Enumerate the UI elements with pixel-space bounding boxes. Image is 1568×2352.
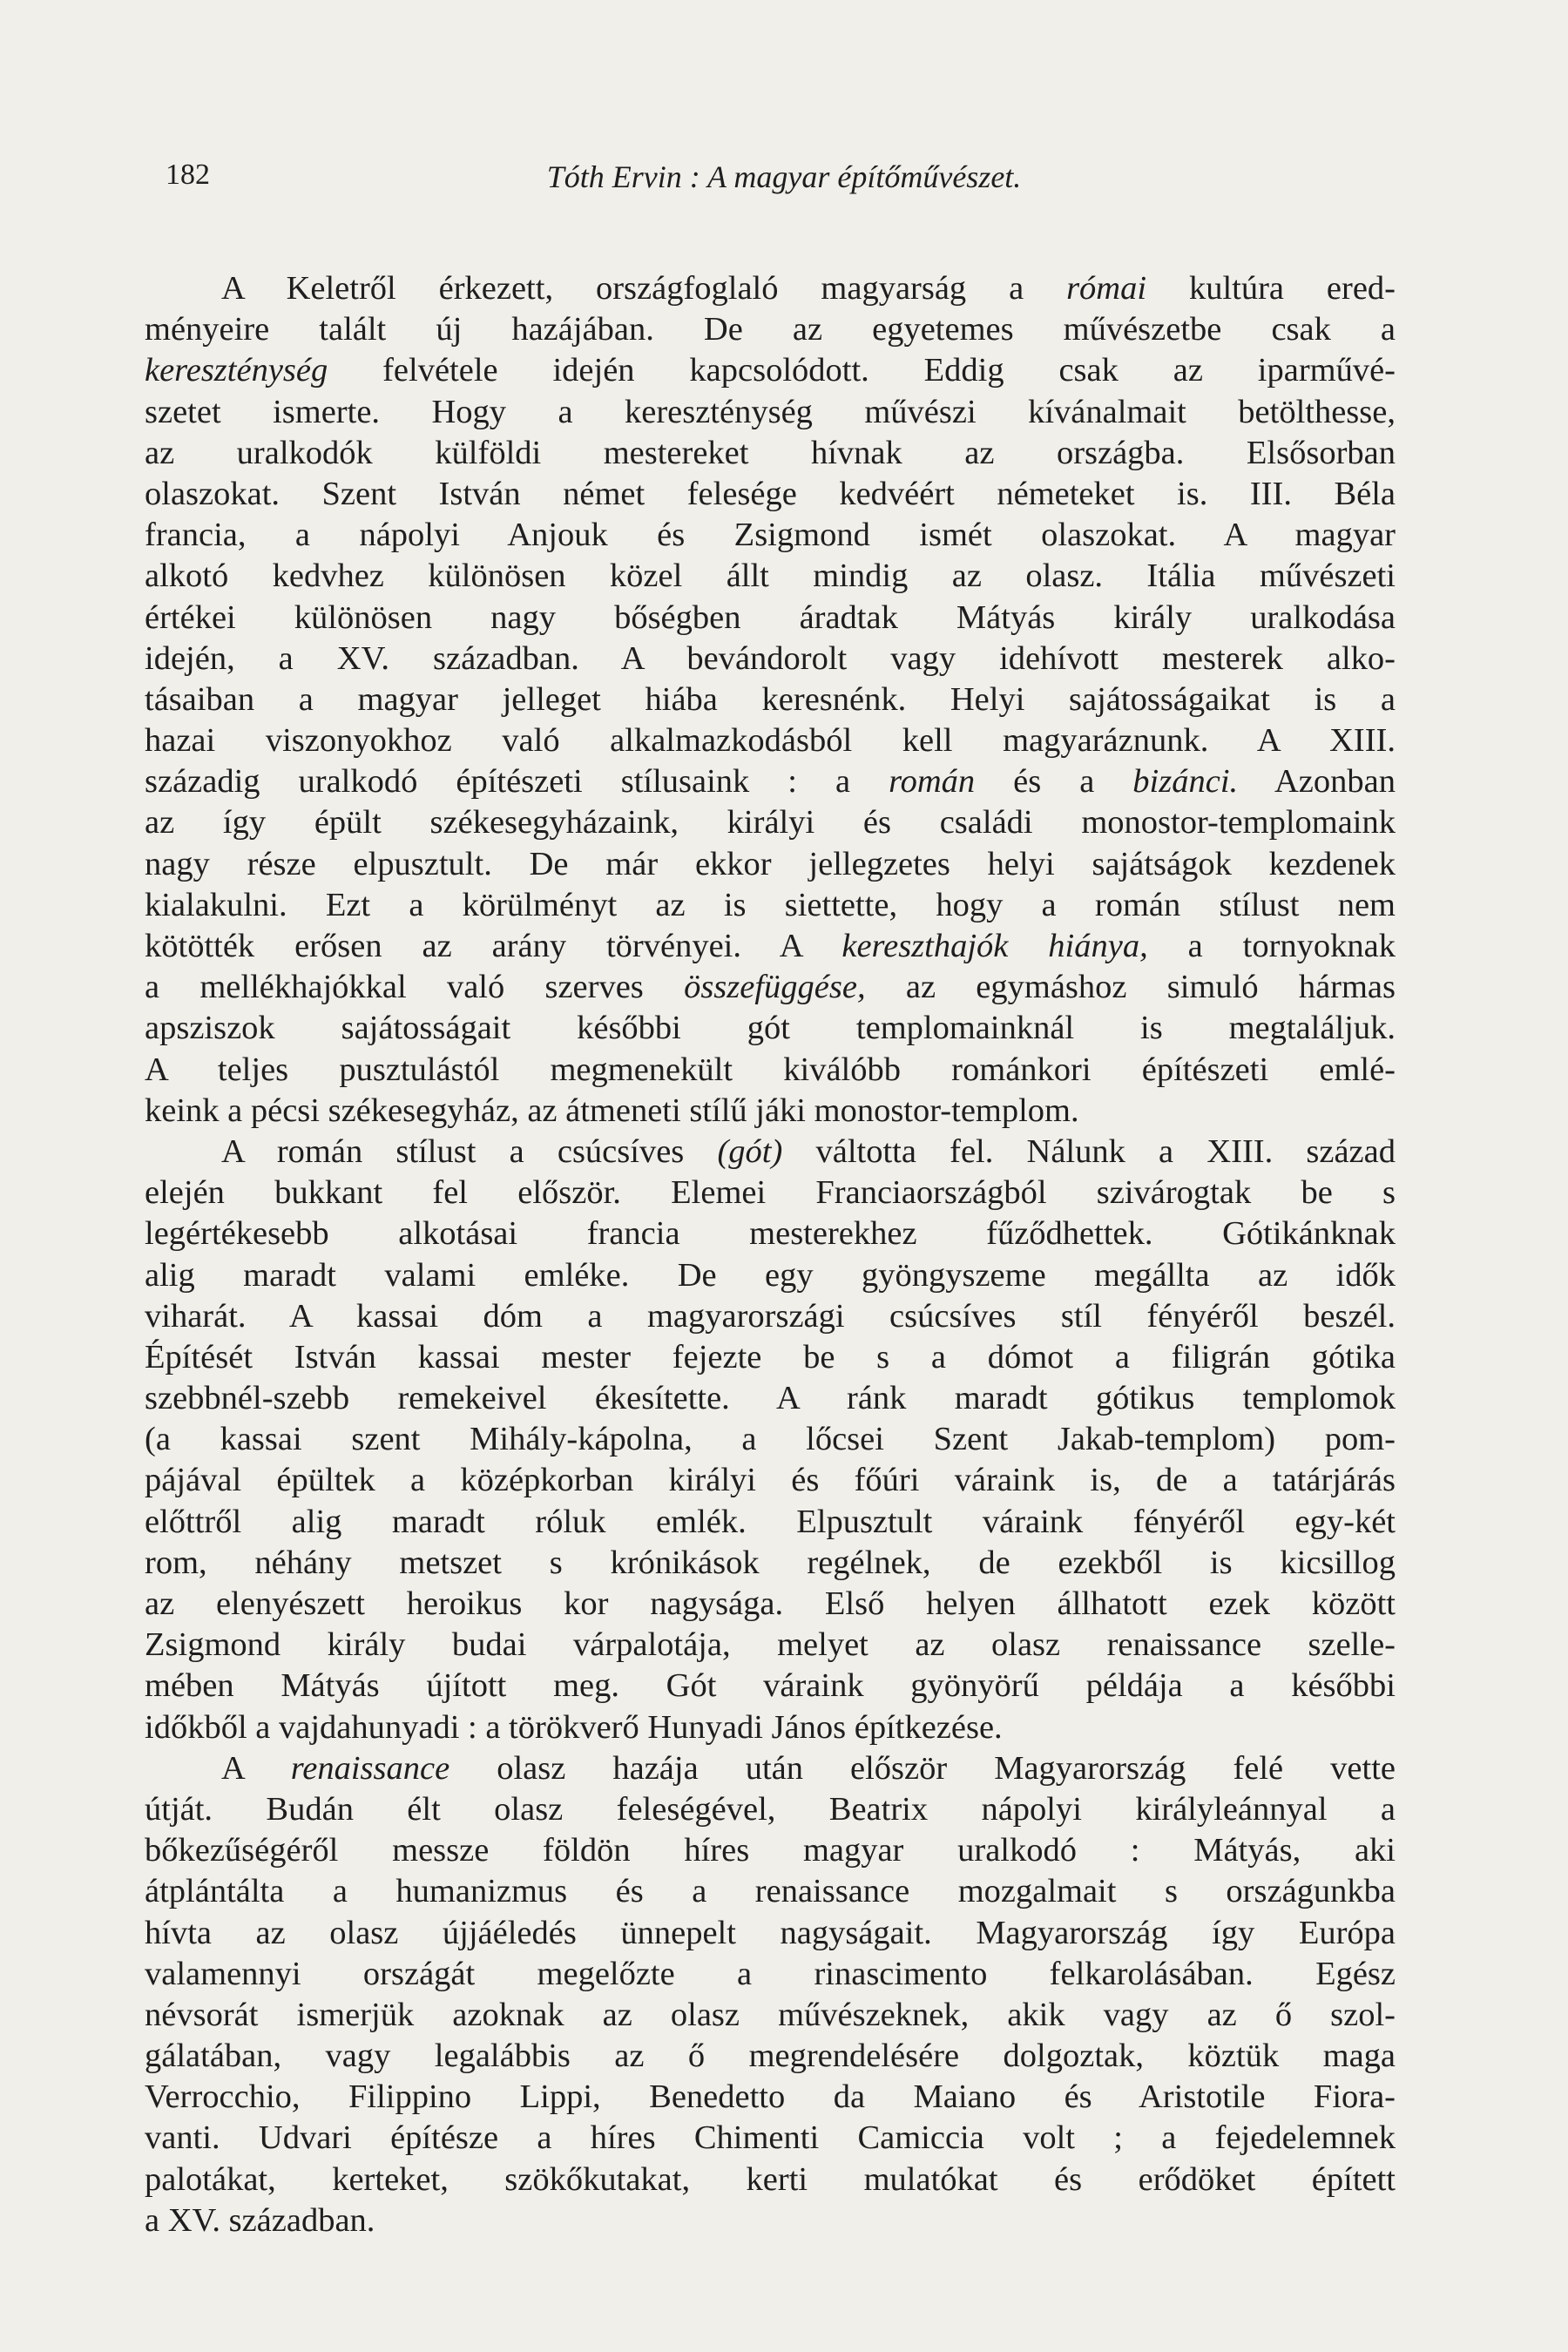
text-run: a tornyoknak — [1147, 928, 1396, 964]
text-run: az egymáshoz simuló hármas — [865, 969, 1396, 1006]
text-run: értékei különösen nagy bőségben áradtak Mátyás király uralkodása — [145, 598, 1396, 636]
text-run: az elenyészett heroikus kor nagysága. Első helyen állhatott ezek között — [145, 1585, 1396, 1622]
text-line — [145, 1091, 1396, 1132]
text-run: keink a pécsi székesegyház, az átmeneti stílű jáki monostor-templom. — [145, 1092, 1079, 1129]
text-line — [145, 761, 1396, 802]
text-line — [145, 309, 1396, 350]
text-run: tásaiban a magyar jelleget hiába keresnénk. Helyi sajátosságaikat is a — [145, 680, 1396, 718]
text-line — [145, 1213, 1396, 1254]
text-run: alig maradt valami emléke. De egy gyöngyszeme megállta az idők — [145, 1256, 1396, 1294]
text-line — [145, 1502, 1396, 1543]
text-run: vanti. Udvari építésze a híres Chimenti Camiccia volt ; a fejedelemnek — [145, 2119, 1396, 2157]
text-run: alkotó kedvhez különösen közel állt mindig az olasz. Itália művészeti — [145, 558, 1396, 595]
italic-term: (gót) — [717, 1132, 783, 1170]
text-run: időkből a vajdahunyadi : a törökverő Hunyadi János építkezése. — [145, 1708, 1003, 1746]
text-line — [145, 392, 1396, 433]
text-line — [145, 1337, 1396, 1378]
text-line — [145, 1625, 1396, 1666]
italic-term: bizánci. — [1132, 763, 1239, 801]
text-line — [145, 1173, 1396, 1213]
page-number: 182 — [166, 159, 210, 191]
text-line — [145, 1543, 1396, 1584]
text-run: olaszokat. Szent István német felesége kedvéért németeket is. III. Béla — [145, 475, 1396, 512]
text-line — [145, 433, 1396, 474]
text-line — [145, 474, 1396, 515]
text-run: felvétele idején kapcsolódott. Eddig csak az iparművé- — [328, 352, 1396, 389]
text-run: palotákat, kerteket, szökőkutakat, kerti mulatókat és erődöket épített — [145, 2160, 1396, 2198]
text-run: a XV. században. — [145, 2201, 375, 2239]
text-run: ményeire talált új hazájában. De az egyetemes művészetbe csak a — [145, 311, 1396, 348]
text-run: Verrocchio, Filippino Lippi, Benedetto da Maiano és Aristotile Fiora- — [145, 2078, 1396, 2116]
text-run: A teljes pusztulástól megmenekült kiválóbb románkori építészeti emlé- — [145, 1051, 1396, 1088]
text-line — [145, 1008, 1396, 1049]
text-line — [145, 598, 1396, 639]
text-line — [145, 515, 1396, 556]
text-run: előttről alig maradt róluk emlék. Elpusztult váraink fényéről egy-két — [145, 1503, 1396, 1540]
text-run: (a kassai szent Mihály-kápolna, a lőcsei Szent Jakab-templom) pom- — [145, 1421, 1396, 1458]
text-line — [145, 1050, 1396, 1091]
text-run: Építését István kassai mester fejezte be s a dómot a filigrán gótika — [145, 1338, 1396, 1375]
text-run: az így épült székesegyházaink, királyi és családi monostor-templomaink — [145, 804, 1396, 841]
text-run: átplántálta a humanizmus és a renaissance mozgalmait s országunkba — [145, 1873, 1396, 1910]
text-line — [145, 1995, 1396, 2036]
text-line — [145, 967, 1396, 1008]
text-line — [145, 268, 1396, 309]
text-run: szebbnél-szebb remekeivel ékesítette. A ránk maradt gótikus templomok — [145, 1380, 1396, 1417]
text-run: Azonban — [1238, 763, 1396, 801]
text-line — [145, 2077, 1396, 2118]
text-run: elején bukkant fel először. Elemei Franciaországból szivárogtak be s — [145, 1174, 1396, 1212]
body-text — [145, 268, 1396, 2241]
text-run: viharát. A kassai dóm a magyarországi csúcsíves stíl fényéről beszél. — [145, 1297, 1396, 1335]
text-line — [145, 1132, 1396, 1173]
text-line — [145, 1789, 1396, 1830]
text-line — [145, 2159, 1396, 2200]
text-run: valamennyi országát megelőzte a rinascimento felkarolásában. Egész — [145, 1955, 1396, 1992]
text-line — [145, 639, 1396, 679]
text-line — [145, 1378, 1396, 1419]
text-line — [145, 2036, 1396, 2077]
text-run: francia, a nápolyi Anjouk és Zsigmond ismét olaszokat. A magyar — [145, 517, 1396, 554]
text-line — [145, 844, 1396, 885]
text-run: az uralkodók külföldi mestereket hívnak az országba. Elsősorban — [145, 434, 1396, 471]
text-line — [145, 1748, 1396, 1789]
text-run: Zsigmond király budai várpalotája, melyet az olasz renaissance szelle- — [145, 1626, 1396, 1664]
text-run: nagy része elpusztult. De már ekkor jellegzetes helyi sajátságok kezdenek — [145, 845, 1396, 882]
text-run: gálatában, vagy legalábbis az ő megrendelésére dolgoztak, köztük maga — [145, 2038, 1396, 2075]
text-line — [145, 720, 1396, 761]
text-run: kultúra ered- — [1146, 270, 1396, 307]
text-line — [145, 1871, 1396, 1912]
text-line — [145, 1460, 1396, 1501]
text-run: pájával épültek a középkorban királyi és főúri váraink is, de a tatárjárás — [145, 1462, 1396, 1499]
text-run: névsorát ismerjük azoknak az olasz művészeknek, akik vagy az ő szol- — [145, 1996, 1396, 2033]
text-run: és a — [975, 763, 1133, 801]
italic-term: kereszthajók hiánya, — [841, 928, 1148, 964]
text-run: szetet ismerte. Hogy a kereszténység művészi kívánalmait betölthesse, — [145, 393, 1396, 430]
text-line — [145, 1666, 1396, 1707]
text-line — [145, 885, 1396, 926]
text-line — [145, 350, 1396, 391]
text-line — [145, 1707, 1396, 1748]
text-line — [145, 1419, 1396, 1460]
text-run: A — [221, 1749, 291, 1787]
text-run: rom, néhány metszet s krónikások regélnek, de ezekből is kicsillog — [145, 1544, 1396, 1581]
text-run: mében Mátyás újított meg. Gót váraink gyönyörű példája a későbbi — [145, 1667, 1396, 1705]
text-line — [145, 1954, 1396, 1995]
text-run: hívta az olasz újjáéledés ünnepelt nagyságait. Magyarország így Európa — [145, 1914, 1396, 1951]
text-line — [145, 2118, 1396, 2159]
text-line — [145, 1584, 1396, 1625]
text-line — [145, 556, 1396, 597]
text-run: századig uralkodó építészeti stílusaink : a — [145, 763, 889, 801]
italic-term: román — [889, 763, 976, 801]
text-run: váltotta fel. Nálunk a XIII. század — [782, 1132, 1396, 1170]
text-run: idején, a XV. században. A bevándorolt vagy idehívott mesterek alko- — [145, 639, 1396, 677]
running-head — [166, 150, 1402, 199]
text-run: útját. Budán élt olasz feleségével, Beatrix nápolyi királyleánnyal a — [145, 1790, 1396, 1828]
text-line — [145, 2200, 1396, 2241]
text-run: kialakulni. Ezt a körülményt az is siettette, hogy a román stílust nem — [145, 886, 1396, 923]
text-run: olasz hazája után először Magyarország felé vette — [449, 1749, 1396, 1787]
text-run: hazai viszonyokhoz való alkalmazkodásból kell magyaráznunk. A XIII. — [145, 722, 1396, 760]
text-run: apsziszok sajátosságait későbbi gót templomainknál is megtaláljuk. — [145, 1010, 1396, 1047]
text-run: a mellékhajókkal való szerves — [145, 969, 685, 1006]
running-title: Tóth Ervin : A magyar építőművészet. — [546, 159, 1022, 194]
italic-term: összefüggése, — [684, 969, 866, 1006]
italic-term: római — [1066, 270, 1147, 307]
text-line — [145, 926, 1396, 967]
text-line — [145, 679, 1396, 720]
text-line — [145, 1913, 1396, 1954]
text-run: A Keletről érkezett, országfoglaló magyarság a — [221, 270, 1067, 307]
italic-term: kereszténység — [145, 352, 328, 389]
text-run: A román stílust a csúcsíves — [221, 1132, 718, 1170]
text-line — [145, 1830, 1396, 1871]
text-run: legértékesebb alkotásai francia mesterekhez fűződhettek. Gótikánknak — [145, 1215, 1396, 1253]
text-line — [145, 1296, 1396, 1337]
text-run: kötötték erősen az arány törvényei. A — [145, 928, 842, 964]
text-line — [145, 802, 1396, 843]
italic-term: renaissance — [290, 1749, 450, 1787]
text-run: bőkezűségéről messze földön híres magyar uralkodó : Mátyás, aki — [145, 1832, 1396, 1869]
text-line — [145, 1255, 1396, 1296]
